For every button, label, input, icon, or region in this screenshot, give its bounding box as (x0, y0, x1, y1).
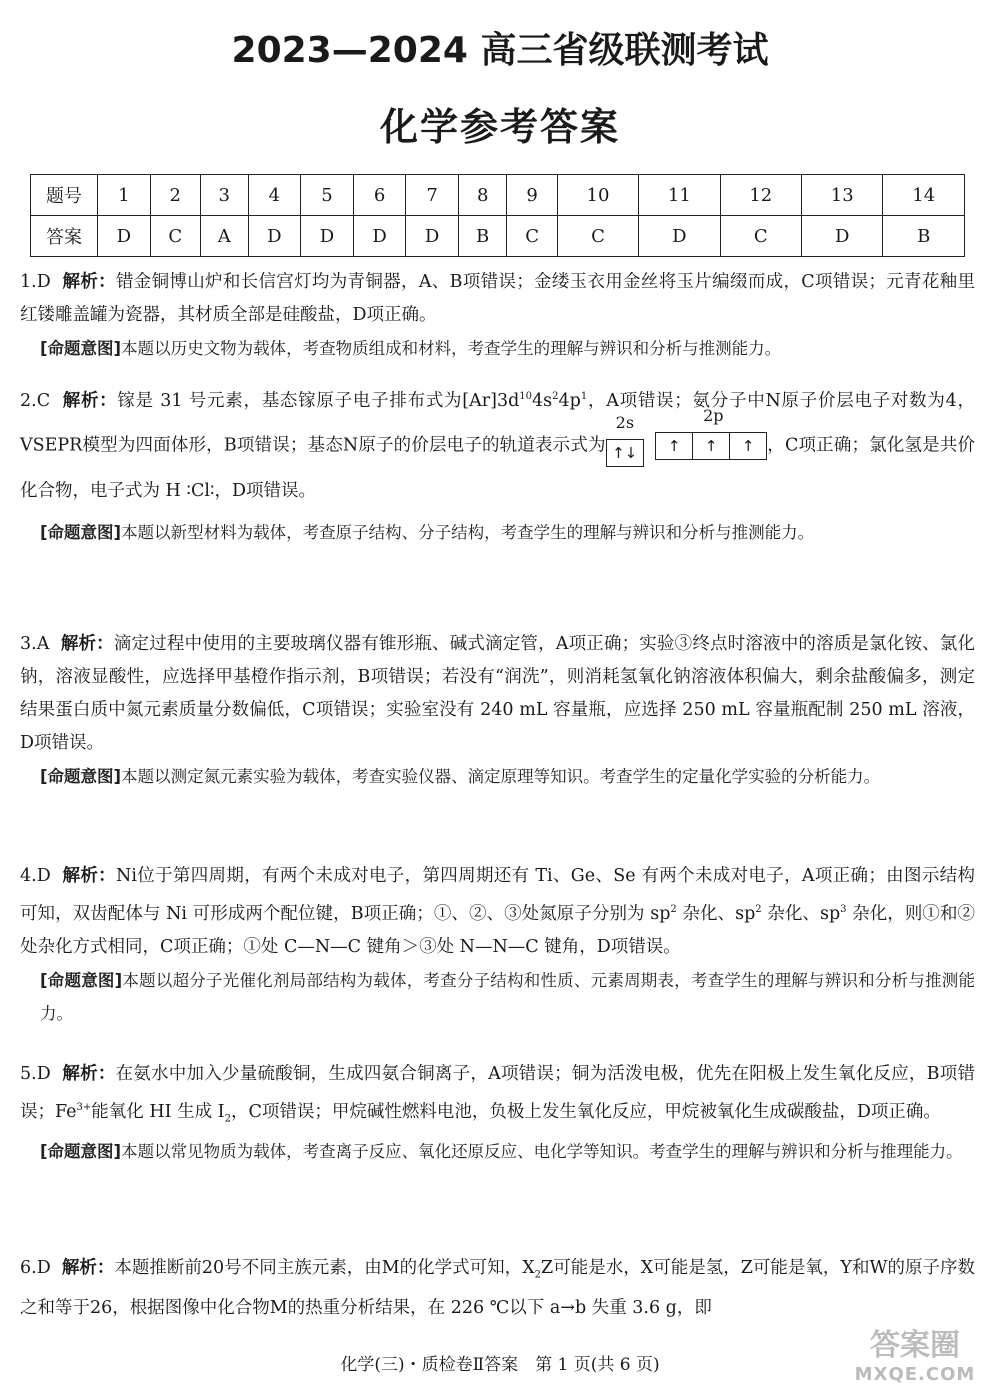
q3-intent-text: 本题以测定氮元素实验为载体，考查实验仪器、滴定原理等知识。考查学生的定量化学实验的分析能力。 (121, 767, 881, 786)
item-q5 (20, 1058, 975, 1168)
q4-analysis (20, 860, 975, 964)
q2-text-b: 4s (532, 390, 553, 411)
q2-intent-text: 本题以新型材料为载体，考查原子结构、分子结构，考查学生的理解与辨识和分析与推测能力。 (121, 522, 815, 542)
row-label-answer: 答案 (31, 216, 98, 257)
q1-label: 解析： (62, 272, 116, 292)
answer-table (30, 174, 965, 257)
q4-text-b: 杂化、sp (676, 903, 756, 924)
question-number-cell: 8 (458, 175, 506, 216)
q4-number: 4.D (20, 866, 51, 886)
q4-intent-text: 本题以超分子光催化剂局部结构为载体，考查分子结构和性质、元素周期表，考查学生的理解与辨识和分析与推测能力。 (40, 970, 976, 1023)
q5-sup-a: 3+ (76, 1102, 92, 1113)
answer-cell: C (720, 216, 801, 257)
answer-cell: D (802, 216, 883, 257)
answer-cell: D (98, 216, 151, 257)
question-number-cell: 1 (98, 175, 151, 216)
q4-sup-a: 2 (670, 904, 677, 915)
answer-cell: D (301, 216, 354, 257)
q6-text-a: 本题推断前20号不同主族元素，由M的化学式可知，X (114, 1258, 535, 1278)
question-number-cell: 4 (248, 175, 301, 216)
question-number-cell: 5 (301, 175, 354, 216)
question-number-cell: 3 (200, 175, 248, 216)
answer-cell: C (557, 216, 638, 257)
answer-cell: D (639, 216, 720, 257)
q4-intent-label: [命题意图] (40, 970, 123, 990)
orbital-2p-label: 2p (703, 405, 724, 425)
q5-analysis (20, 1058, 975, 1135)
question-number-cell: 6 (353, 175, 406, 216)
item-q1 (20, 266, 975, 365)
q5-label: 解析： (62, 1064, 116, 1084)
question-number-row (31, 175, 965, 216)
question-number-cell: 11 (639, 175, 720, 216)
q2-text-c: 4p (558, 390, 581, 411)
q5-sub-b: 2 (224, 1113, 231, 1125)
answer-cell: B (883, 216, 965, 257)
answer-cell: C (507, 216, 557, 257)
q6-label: 解析： (61, 1258, 115, 1278)
q3-analysis (20, 628, 975, 760)
answer-cell: D (406, 216, 459, 257)
hcl-electron-formula: ∶Cl∶ (186, 480, 215, 501)
q5-text-a: 在氨水中加入少量硫酸铜，生成四氨合铜离子，A项错误；铜为活泼电极，优先在阳极上发生氧化反应，B项错误；Fe (20, 1064, 975, 1122)
q4-sup-b: 2 (755, 904, 762, 915)
question-number-cell: 14 (883, 175, 965, 216)
item-q2 (20, 378, 975, 549)
q2-intent-label: [命题意图] (40, 522, 122, 542)
q2-label: 解析： (62, 390, 118, 411)
exam-title: 2023—2024 高三省级联测考试 (231, 30, 769, 71)
question-number-cell: 10 (557, 175, 638, 216)
orbital-2p-box-3: ↑ (730, 432, 767, 460)
q4-text-c: 杂化、sp (761, 903, 841, 924)
q3-intent (20, 760, 975, 793)
question-number-cell: 2 (150, 175, 200, 216)
q2-sup-b: 2 (552, 391, 559, 402)
answer-cell: D (248, 216, 301, 257)
orbital-2p-box-2: ↑ (693, 432, 730, 460)
question-number-cell: 9 (507, 175, 557, 216)
q1-intent-text: 本题以历史文物为载体，考查物质组成和材料，考查学生的理解与辨识和分析与推测能力。 (121, 339, 782, 358)
q5-number: 5.D (20, 1064, 51, 1084)
page-footer: 化学(三)・质检卷Ⅱ答案 第 1 页(共 6 页) (340, 1355, 660, 1375)
q4-intent (20, 964, 975, 1030)
watermark-logo (850, 1320, 980, 1390)
item-q3 (20, 628, 975, 793)
watermark-line1: 答案圈 (870, 1328, 960, 1363)
answer-cell: B (458, 216, 506, 257)
q2-sup-c: 1 (580, 391, 588, 402)
q2-text-e: ，C项正确；氯化氢是共价化合物，电子式为 H (20, 435, 975, 501)
q1-intent-label: [命题意图] (40, 339, 122, 358)
q3-text: 滴定过程中使用的主要玻璃仪器有锥形瓶、碱式滴定管，A项正确；实验③终点时溶液中的溶质是氯化铵、氯化钠，溶液显酸性，应选择甲基橙作指示剂，B项错误；若没有“润洗”，则消耗氢氧化钠溶液体积偏大，剩余盐酸偏多，测定结果蛋白质中氮元素质量分数偏低，C项错误；实验室没有 240 mL 容量瓶，应选择 250 mL 容量瓶配制 250 mL 溶液，D项错误。 (20, 634, 975, 753)
q3-number: 3.A (20, 634, 50, 654)
question-number-cell: 13 (802, 175, 883, 216)
q6-text-b: Z可能是水，X可能是氢，Z可能是氧，Y和W的原子序数之和等于26，根据图像中化合物M的热重分析结果，在 226 ℃以下 a→b 失重 3.6 g，即 (20, 1258, 975, 1318)
q1-number: 1.D (20, 272, 51, 292)
q4-label: 解析： (62, 866, 116, 886)
answer-cell: C (150, 216, 200, 257)
orbital-2p (655, 405, 767, 465)
q4-text-a: Ni位于第四周期，有两个未成对电子，第四周期还有 Ti、Ge、Se 有两个未成对电子，A项正确；由图示结构可知，双齿配体与 Ni 可形成两个配位键，B项正确；①、②、③处氮原子分别为 sp (20, 866, 975, 924)
orbital-2p-box-1: ↑ (655, 432, 693, 460)
q2-sup-a: 10 (519, 391, 533, 402)
q3-intent-label: [命题意图] (40, 767, 122, 786)
q5-text-b: 能氧化 HI 生成 I (91, 1101, 225, 1122)
q2-text-a: 镓是 31 号元素，基态镓原子电子排布式为[Ar]3d (117, 390, 520, 411)
q2-analysis (20, 378, 975, 510)
orbital-2s (606, 412, 644, 472)
q5-intent-text: 本题以常见物质为载体，考查离子反应、氧化还原反应、电化学等知识。考查学生的理解与辨识和分析与推理能力。 (121, 1142, 963, 1162)
item-q6 (20, 1252, 975, 1325)
q6-number: 6.D (20, 1258, 51, 1278)
q5-intent (20, 1135, 975, 1168)
q2-text-f: ，D项错误。 (214, 480, 317, 501)
q1-intent (20, 332, 975, 365)
question-number-cell: 7 (406, 175, 459, 216)
question-number-cell: 12 (720, 175, 801, 216)
q6-analysis (20, 1252, 975, 1325)
answer-cell: A (200, 216, 248, 257)
orbital-2s-label: 2s (615, 412, 635, 432)
q4-text-d: 杂化，则①和②处杂化方式相同，C项正确；①处 C—N—C 键角＞③处 N—N—C 键角，D项错误。 (20, 903, 976, 957)
q3-label: 解析： (60, 634, 114, 654)
q2-number: 2.C (20, 390, 51, 411)
q2-text-d: ，A项错误；氨分子中N原子价层电子对数为4，VSEPR模型为四面体形，B项错误；基态N原子的价层电子的轨道表示式为 (20, 390, 975, 456)
row-label-number: 题号 (31, 175, 98, 216)
q1-text: 错金铜博山炉和长信宫灯均为青铜器，A、B项错误；金缕玉衣用金丝将玉片编缀而成，C项错误；元青花釉里红镂雕盖罐为瓷器，其材质全部是硅酸盐，D项正确。 (20, 272, 975, 325)
q4-sup-c: 3 (840, 904, 847, 915)
item-q4 (20, 860, 975, 1030)
q5-intent-label: [命题意图] (40, 1142, 122, 1162)
watermark-line2: MXQE.COM (854, 1364, 976, 1385)
q5-text-c: ，C项错误；甲烷碱性燃料电池，负极上发生氧化反应，甲烷被氧化生成碳酸盐，D项正确。 (230, 1101, 941, 1122)
answer-row (31, 216, 965, 257)
answer-cell: D (353, 216, 406, 257)
q1-analysis (20, 266, 975, 332)
orbital-2s-box: ↑↓ (606, 439, 644, 467)
q2-intent (20, 516, 975, 549)
q6-sub-a: 2 (534, 1269, 542, 1281)
document-subtitle: 化学参考答案 (379, 105, 620, 149)
